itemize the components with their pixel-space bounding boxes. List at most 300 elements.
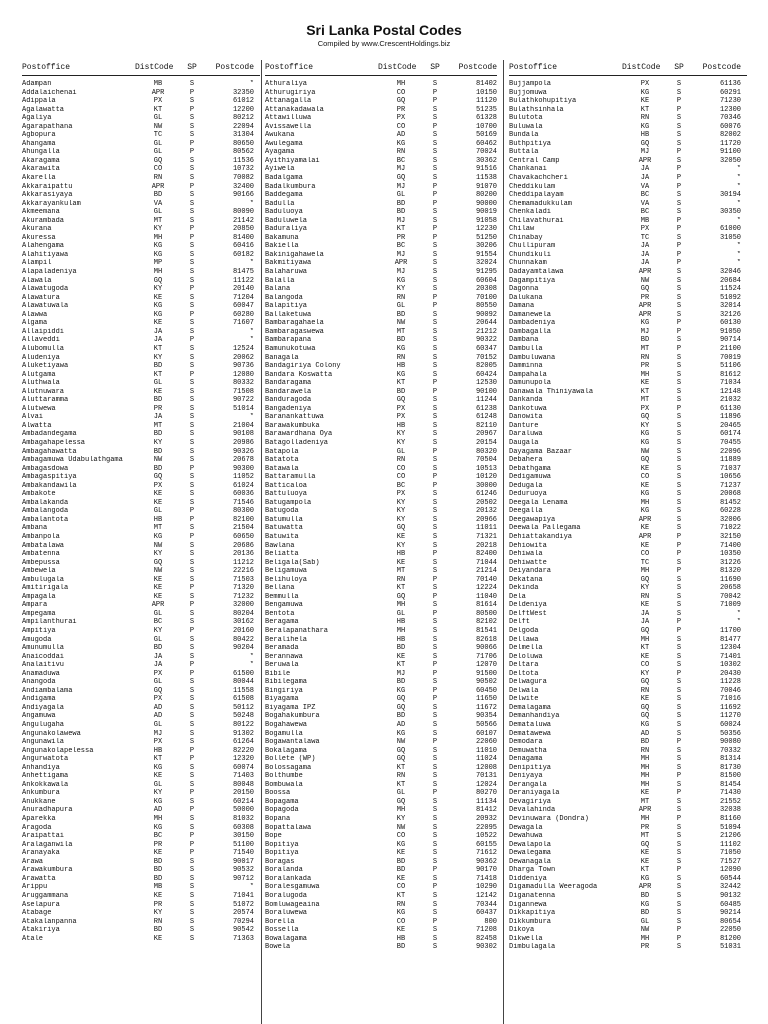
distcode-cell: BC	[396, 242, 406, 251]
postcode-cell: 81454	[719, 780, 741, 789]
distcode-cell: CO	[640, 550, 650, 559]
sp-cell: S	[189, 319, 195, 328]
postoffice-cell: Bakiella	[265, 242, 299, 251]
table-row	[265, 567, 497, 576]
table-row	[22, 866, 260, 875]
distcode-cell: GL	[153, 721, 163, 730]
table-row	[509, 524, 747, 533]
postoffice-cell: Dikkumbura	[509, 917, 552, 926]
table-row	[509, 610, 747, 619]
distcode-cell: KG	[640, 88, 650, 97]
distcode-cell: KE	[153, 490, 163, 499]
sp-cell: S	[432, 627, 438, 635]
table-row	[509, 379, 747, 388]
table-row	[265, 806, 497, 815]
postcode-cell: 12070	[475, 661, 497, 670]
sp-cell: P	[676, 404, 682, 413]
distcode-cell: BC	[640, 191, 650, 200]
table-row	[22, 242, 260, 251]
postoffice-cell: Demodara	[509, 738, 543, 747]
postoffice-cell: Alubomulla	[22, 344, 65, 353]
postoffice-cell: Attanakadawala	[265, 105, 324, 114]
table-row	[509, 772, 747, 781]
postoffice-cell: Aselapura	[22, 900, 60, 909]
postcode-cell: 80212	[232, 114, 254, 123]
postoffice-cell: Baduluoya	[265, 208, 303, 217]
table-row	[265, 730, 497, 739]
distcode-cell: MP	[153, 259, 163, 268]
postoffice-cell: Bopitiya	[265, 840, 299, 849]
sp-cell: P	[676, 926, 682, 935]
distcode-cell: PX	[396, 490, 406, 499]
sp-cell: S	[676, 558, 682, 567]
distcode-cell: KG	[153, 310, 163, 319]
postoffice-cell: Chunnakam	[509, 259, 547, 268]
distcode-cell: MJ	[396, 165, 406, 174]
distcode-cell: PX	[153, 481, 163, 490]
postcode-cell: 71320	[232, 584, 254, 593]
distcode-cell: KE	[153, 498, 163, 507]
postoffice-cell: Chilaw	[509, 225, 535, 234]
postcode-cell: *	[736, 618, 741, 627]
postoffice-cell: Delmella	[509, 644, 543, 653]
postoffice-cell: Aragoda	[22, 823, 52, 832]
postoffice-cell: Deegawapiya	[509, 515, 556, 524]
postoffice-cell: Dewalapola	[509, 840, 552, 849]
postcode-cell: 82220	[232, 746, 254, 755]
postcode-cell: 11244	[475, 396, 497, 405]
postoffice-cell: Ambalantota	[22, 515, 69, 524]
postoffice-cell: Barawardhana Oya	[265, 430, 333, 439]
distcode-cell: KG	[640, 507, 650, 516]
table-row	[265, 165, 497, 174]
sp-cell: P	[432, 883, 438, 892]
table-row	[265, 268, 497, 277]
sp-cell: S	[676, 721, 682, 730]
postcode-cell: 20136	[232, 550, 254, 559]
table-row	[22, 277, 260, 286]
distcode-cell: KY	[153, 909, 163, 918]
sp-cell: S	[432, 413, 438, 422]
postcode-cell: 22060	[475, 738, 497, 747]
postcode-cell: 90000	[475, 199, 497, 208]
postoffice-cell: Battuluoya	[265, 490, 308, 499]
distcode-cell: KG	[153, 823, 163, 832]
postcode-cell: 90362	[475, 857, 497, 866]
table-row	[265, 524, 497, 533]
table-row	[22, 533, 260, 542]
sp-cell: P	[432, 199, 438, 208]
postoffice-cell: Batawala	[265, 464, 299, 473]
distcode-cell: CO	[396, 832, 406, 841]
sp-cell: S	[676, 746, 682, 755]
postoffice-cell: Arawakumbura	[22, 866, 73, 875]
sp-cell: S	[432, 840, 438, 849]
distcode-cell: RN	[396, 293, 406, 302]
postcode-cell: 81200	[719, 934, 741, 943]
sp-cell: S	[432, 344, 438, 353]
sp-cell: S	[189, 199, 195, 208]
postcode-cell: 60024	[719, 721, 741, 730]
postoffice-cell: Bopana	[265, 815, 291, 824]
postoffice-cell: Dehiattakandiya	[509, 532, 573, 541]
sp-cell: S	[432, 464, 438, 473]
postoffice-cell: Bolthumbe	[265, 772, 303, 781]
postcode-cell: 90019	[475, 208, 497, 217]
postcode-cell: 80048	[232, 780, 254, 789]
postcode-cell: 60036	[232, 490, 254, 499]
postcode-cell: 12142	[475, 891, 497, 900]
sp-cell: S	[189, 934, 195, 943]
sp-cell: S	[432, 635, 438, 644]
sp-cell: S	[676, 832, 682, 841]
postcode-cell: 71204	[232, 293, 254, 302]
table-row	[509, 413, 747, 422]
postoffice-cell: Anhettigama	[22, 772, 69, 781]
table-row	[509, 644, 747, 653]
distcode-cell: MT	[640, 344, 650, 353]
postoffice-cell: Bujjampola	[509, 80, 552, 88]
sp-cell: S	[676, 498, 682, 507]
table-row	[509, 704, 747, 713]
distcode-cell: APR	[151, 88, 165, 97]
postcode-cell: 20850	[232, 225, 254, 234]
table-row	[265, 926, 497, 935]
table-row	[265, 157, 497, 166]
sp-cell: S	[432, 285, 438, 294]
distcode-cell: GQ	[153, 156, 163, 165]
table-row	[265, 259, 497, 268]
table-row	[265, 721, 497, 730]
postcode-cell: 61500	[232, 669, 254, 678]
table-row	[22, 354, 260, 363]
postcode-cell: 71706	[475, 652, 497, 661]
postcode-cell: 90166	[232, 191, 254, 200]
sp-cell: P	[189, 182, 195, 191]
sp-cell: P	[432, 233, 438, 242]
postcode-cell: 60280	[232, 310, 254, 319]
sp-cell: S	[189, 917, 195, 926]
postoffice-cell: Boralesgamuwa	[265, 883, 320, 892]
distcode-cell: KE	[640, 857, 650, 866]
distcode-cell: PX	[153, 738, 163, 747]
postcode-cell: 71050	[719, 849, 741, 858]
sp-cell: S	[189, 729, 195, 738]
postoffice-cell: Deduruoya	[509, 490, 547, 499]
table-row	[509, 319, 747, 328]
sp-cell: P	[676, 319, 682, 328]
postcode-cell: 81614	[475, 601, 497, 610]
distcode-cell: GQ	[153, 473, 163, 482]
sp-cell: S	[189, 216, 195, 225]
distcode-cell: PX	[396, 413, 406, 422]
table-row	[22, 832, 260, 841]
column-divider	[503, 60, 504, 1024]
distcode-cell: VA	[640, 199, 650, 208]
table-row	[22, 251, 260, 260]
distcode-cell: KE	[153, 319, 163, 328]
postoffice-cell: Aluketiyawa	[22, 362, 69, 371]
sp-cell: S	[189, 242, 195, 251]
sp-cell: S	[189, 763, 195, 772]
postcode-cell: 90080	[719, 738, 741, 747]
distcode-cell: MJ	[396, 182, 406, 191]
sp-cell: S	[676, 575, 682, 584]
distcode-cell: NW	[153, 567, 163, 576]
sp-cell: S	[676, 310, 682, 319]
sp-cell: S	[432, 703, 438, 712]
sp-cell: P	[189, 840, 195, 849]
distcode-cell: GQ	[396, 396, 406, 405]
table-row	[509, 593, 747, 602]
distcode-cell: RN	[640, 353, 650, 362]
distcode-cell: BD	[396, 336, 406, 345]
sp-cell: S	[189, 703, 195, 712]
distcode-cell: GQ	[396, 524, 406, 533]
postoffice-cell: Dewahuwa	[509, 832, 543, 841]
postoffice-cell: Bengamuwa	[265, 601, 303, 610]
sp-cell: S	[189, 874, 195, 883]
sp-cell: P	[432, 481, 438, 490]
postcode-cell: 60182	[232, 250, 254, 259]
table-row	[265, 550, 497, 559]
postcode-cell: 90326	[232, 447, 254, 456]
postoffice-cell: Akaragama	[22, 156, 60, 165]
sp-cell: S	[189, 80, 195, 88]
sp-cell: P	[432, 387, 438, 396]
distcode-cell: KG	[153, 302, 163, 311]
distcode-cell: MJ	[153, 729, 163, 738]
postcode-cell: 51100	[232, 840, 254, 849]
postoffice-cell: Digannewa	[509, 900, 547, 909]
table-row	[22, 542, 260, 551]
sp-cell: S	[432, 250, 438, 259]
postcode-cell: 20502	[475, 498, 497, 507]
distcode-cell: BD	[153, 362, 163, 371]
table-row	[265, 601, 497, 610]
distcode-cell: RN	[153, 174, 163, 183]
distcode-cell: GQ	[396, 797, 406, 806]
distcode-cell: KG	[640, 319, 650, 328]
distcode-cell: KE	[153, 934, 163, 943]
sp-cell: S	[432, 601, 438, 610]
postcode-cell: 91516	[475, 165, 497, 174]
sp-cell: S	[189, 541, 195, 550]
postoffice-cell: Bakmitiyawa	[265, 259, 312, 268]
sp-cell: S	[676, 592, 682, 601]
sp-cell: P	[676, 866, 682, 875]
postoffice-cell: Damminna	[509, 362, 543, 371]
distcode-cell: GL	[396, 789, 406, 798]
table-row	[22, 448, 260, 457]
table-row	[22, 593, 260, 602]
postcode-cell: 70131	[475, 772, 497, 781]
sp-cell: P	[432, 609, 438, 618]
sp-cell: S	[189, 652, 195, 661]
postcode-cell: *	[736, 182, 741, 191]
table-row	[22, 336, 260, 345]
postoffice-cell: Delft	[509, 618, 531, 627]
distcode-cell: BD	[153, 191, 163, 200]
postcode-cell: 90354	[475, 712, 497, 721]
distcode-cell: BD	[640, 909, 650, 918]
table-row	[22, 550, 260, 559]
postcode-cell: *	[249, 336, 254, 345]
postoffice-cell: Aruggammana	[22, 891, 69, 900]
sp-cell: S	[676, 917, 682, 926]
sp-cell: P	[189, 755, 195, 764]
distcode-cell: KE	[153, 849, 163, 858]
sp-cell: P	[189, 806, 195, 815]
postcode-cell: 71232	[232, 592, 254, 601]
postoffice-cell: Dekinda	[509, 584, 539, 593]
table-row	[265, 131, 497, 140]
postoffice-cell: Baddegama	[265, 191, 303, 200]
table-row	[22, 901, 260, 910]
table-row	[265, 482, 497, 491]
postoffice-cell: Deniyaya	[509, 772, 543, 781]
postcode-cell: 82005	[475, 362, 497, 371]
distcode-cell: RN	[396, 575, 406, 584]
postoffice-cell: Amunumulla	[22, 644, 65, 653]
postoffice-cell: Agaliya	[22, 114, 52, 123]
postoffice-cell: Alawatura	[22, 293, 60, 302]
sp-cell: S	[432, 404, 438, 413]
postoffice-cell: Buluwala	[509, 122, 543, 131]
table-row	[509, 422, 747, 431]
table-row	[22, 747, 260, 756]
postoffice-cell: Bogahakumbura	[265, 712, 320, 721]
distcode-cell: KG	[153, 250, 163, 259]
sp-cell: S	[189, 353, 195, 362]
postoffice-cell: Ahungalla	[22, 148, 60, 157]
postoffice-cell: Bujjomuwa	[509, 88, 547, 97]
postcode-cell: 81160	[719, 815, 741, 824]
postoffice-cell: Diganatenna	[509, 891, 556, 900]
postoffice-cell: Ankokkawala	[22, 780, 69, 789]
sp-cell: P	[189, 464, 195, 473]
sp-cell: S	[432, 797, 438, 806]
sp-cell: P	[432, 447, 438, 456]
table-row	[509, 131, 747, 140]
postoffice-cell: Akurambada	[22, 216, 65, 225]
postoffice-cell: Alawatugoda	[22, 285, 69, 294]
postcode-cell: 70046	[719, 686, 741, 695]
sp-cell: S	[432, 438, 438, 447]
postoffice-cell: Adampan	[22, 80, 52, 88]
postoffice-cell: Dalukana	[509, 293, 543, 302]
table-row	[22, 328, 260, 337]
postoffice-cell: Agbopura	[22, 131, 56, 140]
postoffice-cell: Dagonna	[509, 285, 539, 294]
postcode-cell: 90714	[719, 336, 741, 345]
sp-cell: S	[676, 293, 682, 302]
postoffice-cell: Anuradhapura	[22, 806, 73, 815]
postcode-cell: 51031	[719, 943, 741, 952]
postcode-cell: 12300	[719, 105, 741, 114]
distcode-cell: PR	[153, 404, 163, 413]
sp-cell: S	[432, 900, 438, 909]
postcode-cell: 70042	[719, 592, 741, 601]
postcode-cell: 30150	[232, 832, 254, 841]
postoffice-cell: Damanewela	[509, 310, 552, 319]
header-sp: SP	[187, 63, 197, 72]
postcode-cell: 60308	[232, 823, 254, 832]
postoffice-cell: Bandaragama	[265, 379, 312, 388]
postoffice-cell: Ambalangoda	[22, 507, 69, 516]
table-row	[265, 328, 497, 337]
table-row	[509, 285, 747, 294]
postoffice-cell: Derangala	[509, 780, 547, 789]
distcode-cell: APR	[151, 182, 165, 191]
postcode-cell: 71009	[719, 601, 741, 610]
postoffice-cell: Dellawa	[509, 635, 539, 644]
sp-cell: P	[676, 669, 682, 678]
table-row	[509, 208, 747, 217]
distcode-cell: MH	[640, 635, 650, 644]
table-row	[22, 405, 260, 414]
sp-cell: S	[432, 336, 438, 345]
table-row	[22, 507, 260, 516]
distcode-cell: GQ	[640, 627, 650, 635]
sp-cell: S	[676, 396, 682, 405]
postcode-cell: 70455	[719, 438, 741, 447]
distcode-cell: TC	[640, 233, 650, 242]
postcode-cell: 10700	[475, 122, 497, 131]
postoffice-cell: Dikoya	[509, 926, 535, 935]
distcode-cell: GQ	[396, 703, 406, 712]
distcode-cell: CO	[396, 883, 406, 892]
postcode-cell: 90204	[232, 644, 254, 653]
sp-cell: P	[432, 473, 438, 482]
distcode-cell: JA	[153, 652, 163, 661]
table-row	[265, 901, 497, 910]
distcode-cell: KT	[153, 105, 163, 114]
postoffice-cell: Baduraliya	[265, 225, 308, 234]
sp-cell: S	[189, 268, 195, 277]
distcode-cell: PX	[396, 404, 406, 413]
postcode-cell: 21212	[475, 327, 497, 336]
postoffice-cell: Allaipiddi	[22, 327, 65, 336]
postcode-cell: 30350	[719, 208, 741, 217]
postoffice-cell: Devalahinda	[509, 806, 556, 815]
postoffice-cell: Alwatta	[22, 421, 52, 430]
postcode-cell: 61246	[475, 490, 497, 499]
sp-cell: S	[189, 524, 195, 533]
postcode-cell: 81400	[232, 233, 254, 242]
sp-cell: S	[189, 780, 195, 789]
table-row	[22, 208, 260, 217]
distcode-cell: AD	[396, 131, 406, 140]
sp-cell: S	[189, 379, 195, 388]
table-row	[509, 678, 747, 687]
distcode-cell: GL	[396, 191, 406, 200]
distcode-cell: GQ	[640, 456, 650, 465]
postcode-cell: 11650	[475, 695, 497, 704]
postoffice-cell: Amugoda	[22, 635, 52, 644]
sp-cell: S	[676, 268, 682, 277]
postcode-cell: 71400	[719, 541, 741, 550]
postcode-cell: 90214	[719, 909, 741, 918]
sp-cell: S	[432, 276, 438, 285]
distcode-cell: GQ	[396, 746, 406, 755]
table-row	[265, 593, 497, 602]
postoffice-cell: Aluttaramma	[22, 396, 69, 405]
distcode-cell: KY	[396, 515, 406, 524]
postcode-cell: 61012	[232, 97, 254, 106]
table-row	[22, 174, 260, 183]
postcode-cell: 11558	[232, 686, 254, 695]
